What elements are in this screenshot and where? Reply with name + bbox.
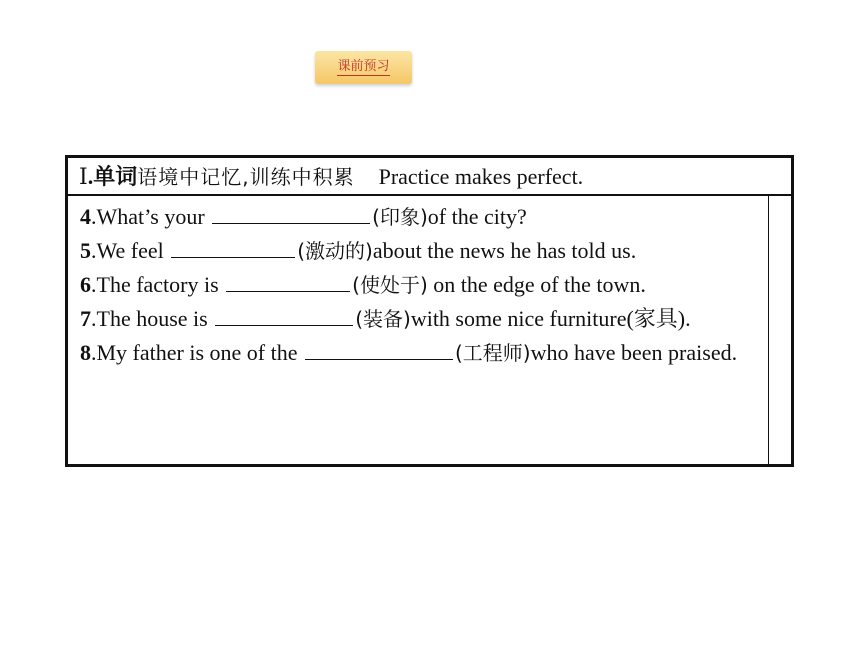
section-header bbox=[68, 158, 791, 196]
exercise-item-5: 5.We feel (激动的)about the news he has told us. bbox=[80, 234, 766, 268]
answer-blank-4[interactable] bbox=[212, 201, 370, 224]
section-roman-numeral: Ⅰ bbox=[79, 164, 88, 189]
section-title-cn: 语境中记忆,训练中积累 bbox=[137, 165, 355, 189]
exercise-item-8: 8.My father is one of the (工程师)who have been praised. bbox=[80, 336, 766, 370]
exercise-item-7: 7.The house is (装备)with some nice furniture(家具). bbox=[80, 302, 766, 336]
exercise-item-6: 6.The factory is (使处于) on the edge of the town. bbox=[80, 268, 680, 302]
exercise-table bbox=[65, 155, 794, 467]
answer-blank-7[interactable] bbox=[215, 303, 353, 326]
answer-blank-5[interactable] bbox=[171, 235, 295, 258]
answer-blank-6[interactable] bbox=[226, 269, 350, 292]
answer-blank-8[interactable] bbox=[305, 337, 453, 360]
exercise-list bbox=[80, 200, 766, 370]
answer-column-divider bbox=[768, 196, 769, 464]
exercise-item-4: 4.What’s your (印象)of the city? bbox=[80, 200, 766, 234]
section-tab-preview[interactable] bbox=[315, 51, 412, 84]
section-tab-label: 课前预习 bbox=[337, 59, 390, 74]
section-title-en: Practice makes perfect. bbox=[378, 164, 584, 189]
section-title-bold: .单词 bbox=[87, 164, 138, 189]
